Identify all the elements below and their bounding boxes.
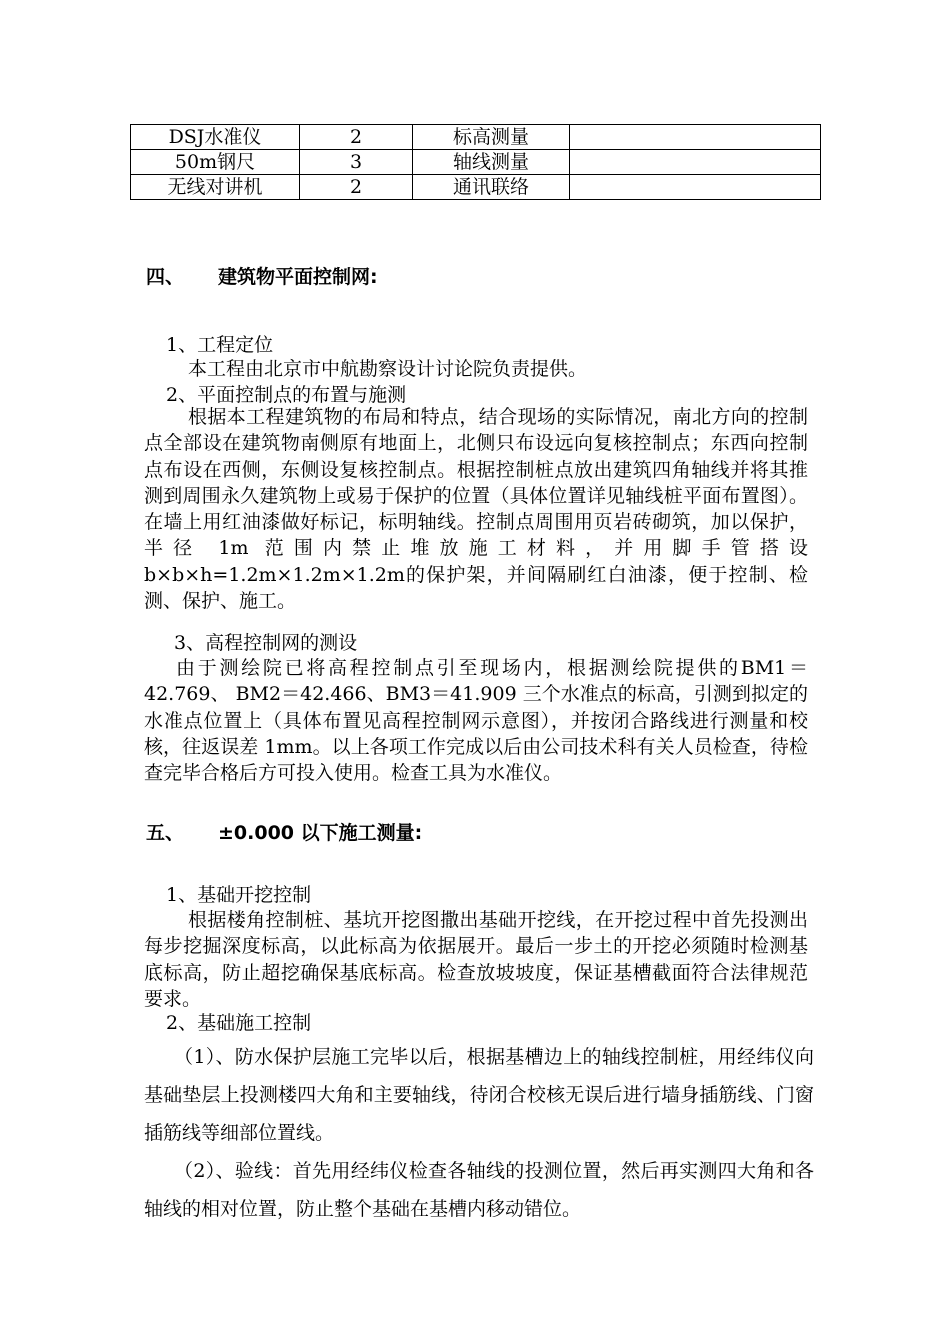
section-5-title: ±0.000 以下施工测量:: [218, 822, 423, 844]
section-4-sub3-title: 3、高程控制网的测设: [174, 632, 358, 654]
section-5-sub1-text: 根据楼角控制桩、基坑开挖图撒出基础开挖线，在开挖过程中首先投测出每步挖掘深度标高，以此标高为依据展开。最后一步土的开挖必须随时检测基底标高，防止超挖确保基底标高。检查放坡坡度，保证基槽截面符合法律规范要求。: [144, 909, 808, 1010]
table-row: [131, 150, 821, 175]
table-cell: DSJ水准仪: [131, 125, 300, 150]
section-4-number: 四、: [146, 266, 185, 288]
section-4-sub3-text: 由于测绘院已将高程控制点引至现场内，根据测绘院提供的BM1＝42.769、 BM2＝42.466、BM3＝41.909 三个水准点的标高，引测到拟定的水准点位置上（具体布置见高程控制网示意图），并按闭合路线进行测量和校核，往返误差 1mm。以上各项工作完成以后由公司技术科有关人员检查，待检查完毕合格后方可投入使用。检查工具为水准仪。: [144, 657, 808, 785]
table-cell: 50m钢尺: [131, 150, 300, 175]
table-cell: 2: [300, 125, 413, 150]
table-cell: 通讯联络: [413, 175, 570, 200]
table-cell: 2: [300, 175, 413, 200]
equipment-table: [130, 124, 821, 200]
section-4-sub1-title: 1、工程定位: [166, 334, 274, 356]
section-5-heading: [146, 818, 422, 845]
table-row: [131, 125, 821, 150]
section-5-sub2-title: 2、基础施工控制: [166, 1012, 312, 1034]
section-4-sub1-text: 本工程由北京市中航勘察设计讨论院负责提供。: [188, 358, 588, 380]
table-cell: 标高测量: [413, 125, 570, 150]
table-cell: [570, 150, 821, 175]
table-row: [131, 175, 821, 200]
section-4-sub2-text: 根据本工程建筑物的布局和特点，结合现场的实际情况，南北方向的控制点全部设在建筑物南侧原有地面上，北侧只布设远向复核控制点；东西向控制点布设在西侧，东侧设复核控制点。根据控制桩点放出建筑四角轴线并将其推测到周围永久建筑物上或易于保护的位置（具体位置详见轴线桩平面布置图）。在墙上用红油漆做好标记，标明轴线。控制点周围用页岩砖砌筑，加以保护，半径 1m 范围内禁止堆放施工材料，并用脚手管搭设 b×b×h=1.2m×1.2m×1.2m的保护架，并间隔刷红白油漆，便于控制、检测、保护、施工。: [144, 406, 808, 613]
section-5-sub1-title: 1、基础开挖控制: [166, 884, 312, 906]
section-4-sub2-title: 2、平面控制点的布置与施测: [166, 384, 407, 406]
table-cell: 3: [300, 150, 413, 175]
section-5-number: 五、: [146, 822, 185, 844]
table-cell: 轴线测量: [413, 150, 570, 175]
table-cell: [570, 175, 821, 200]
section-5-item1: （1）、防水保护层施工完毕以后，根据基槽边上的轴线控制桩，用经纬仪向基础垫层上投测楼四大角和主要轴线，待闭合校核无误后进行墙身插筋线、门窗插筋线等细部位置线。: [144, 1046, 814, 1144]
section-5-item2: （2）、验线：首先用经纬仪检查各轴线的投测位置，然后再实测四大角和各轴线的相对位置，防止整个基础在基槽内移动错位。: [144, 1160, 814, 1220]
table-cell: 无线对讲机: [131, 175, 300, 200]
table-cell: [570, 125, 821, 150]
section-4-heading: [146, 262, 378, 289]
section-4-title: 建筑物平面控制网:: [218, 266, 378, 288]
